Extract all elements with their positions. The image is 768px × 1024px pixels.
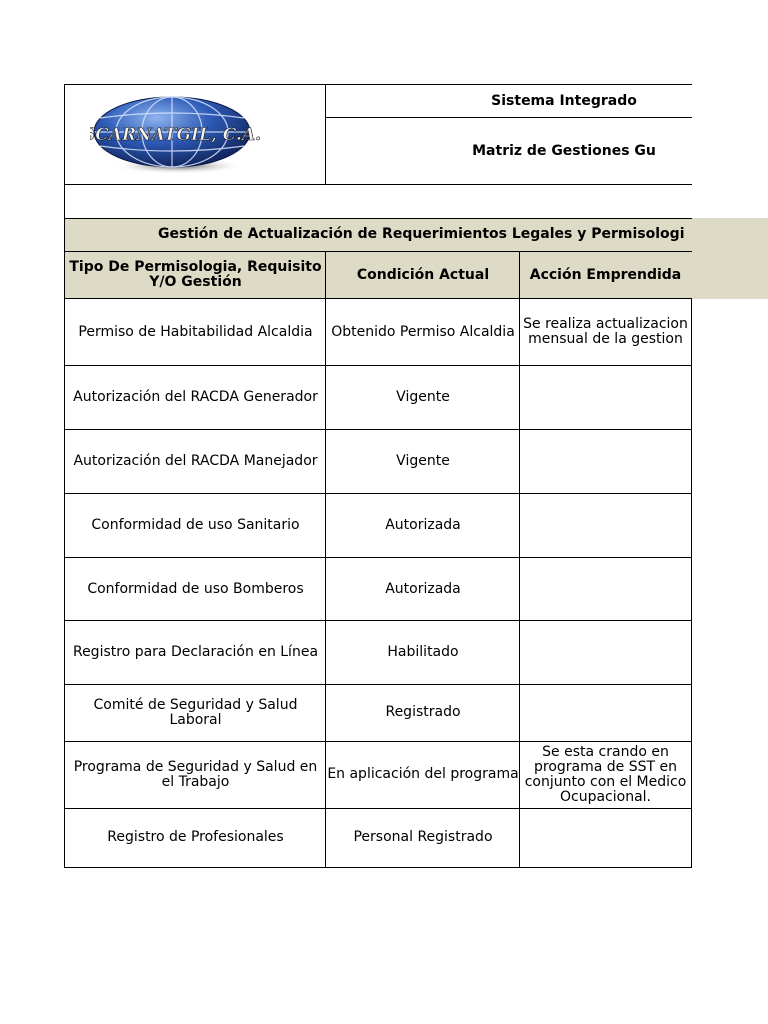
cell-accion [520,365,691,429]
cell-condicion: Vigente [396,388,450,405]
cell-condicion: Vigente [396,452,450,469]
cell-condicion: En aplicación del programa [327,766,519,782]
cell-condicion: Obtenido Permiso Alcaldia [331,323,515,340]
grid-line [64,684,692,685]
company-logo [90,90,260,178]
grid-line [64,298,692,299]
column-header-condicion: Condición Actual [356,266,490,283]
cell-tipo: Registro para Declaración en Línea [72,644,319,660]
section-title: Gestión de Actualización de Requerimientos Legales y Permisologi [158,226,685,242]
system-title: Sistema Integrado [491,92,637,109]
sheet-clip-right [692,84,768,218]
cell-accion [520,429,691,493]
grid-line [64,741,692,742]
column-header-accion: Acción Emprendida [529,266,682,283]
grid-line [64,808,692,809]
grid-line [64,84,692,85]
cell-tipo: Conformidad de uso Sanitario [91,516,300,533]
grid-line [64,251,692,252]
cell-accion: Se esta crando en programa de SST en conjunto con el Medico Ocupacional. [524,743,687,805]
grid-line [64,84,65,868]
cell-condicion: Registrado [385,704,461,720]
grid-line [64,218,692,219]
cell-condicion: Autorizada [385,580,461,597]
cell-accion [520,684,691,741]
globe-logo-icon [90,90,260,178]
cell-tipo: Registro de Profesionales [107,829,284,845]
cell-condicion: Autorizada [385,516,461,533]
cell-accion [520,557,691,621]
grid-line [64,493,692,494]
grid-line [64,557,692,558]
cell-tipo: Programa de Seguridad y Salud en el Trabajo [73,758,318,790]
grid-line [64,365,692,366]
grid-line [325,117,692,118]
grid-line [64,429,692,430]
grid-line [519,251,520,868]
cell-tipo: Autorización del RACDA Generador [73,388,318,405]
column-header-tipo: Tipo De Permisologia, Requisito Y/O Gestión [69,259,322,290]
grid-line [64,620,692,621]
cell-accion [520,621,691,684]
grid-line [64,184,692,185]
cell-accion: Se realiza actualizacion mensual de la gestion [523,316,688,347]
cell-accion [520,808,691,867]
cell-tipo: Comité de Seguridad y Salud Laboral [93,696,298,728]
grid-line [325,84,326,185]
svg-text:SCARNATGIL, C.A.: SCARNATGIL, C.A. [90,125,260,145]
cell-accion [520,493,691,557]
cell-condicion: Habilitado [387,644,459,660]
grid-line [64,867,692,868]
cell-tipo: Autorización del RACDA Manejador [73,452,318,469]
matrix-title: Matriz de Gestiones Gu [472,142,656,159]
grid-line [691,298,692,868]
grid-line [325,251,326,868]
cell-condicion: Personal Registrado [353,829,493,845]
cell-tipo: Conformidad de uso Bomberos [87,580,304,597]
cell-tipo: Permiso de Habitabilidad Alcaldia [78,323,313,340]
